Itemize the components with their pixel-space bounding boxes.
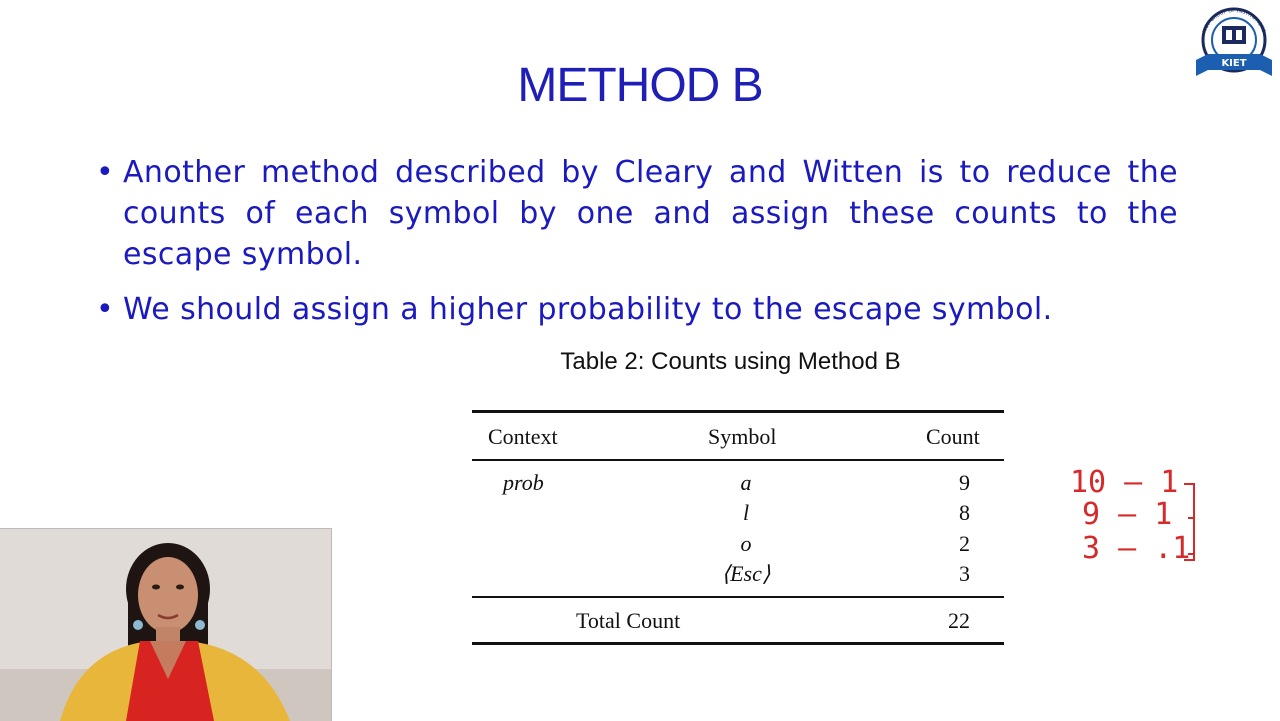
cropped-caption-remnant <box>474 384 968 394</box>
bullet-text: We should assign a higher probability to the escape symbol. <box>123 292 1053 327</box>
presenter-figure <box>0 529 331 721</box>
table-bottom-rule <box>472 642 1004 645</box>
row-count: 9 <box>959 470 970 495</box>
row-symbol: ⟨Esc⟩ <box>721 561 771 586</box>
note-line: 3 — .1 <box>1082 531 1191 566</box>
bullet-dot: • <box>96 155 115 190</box>
header-symbol: Symbol <box>708 424 777 449</box>
presenter-webcam <box>0 528 332 721</box>
table-header-rule <box>472 459 1004 461</box>
row-count: 8 <box>959 500 970 525</box>
bullet-dot: • <box>96 292 115 327</box>
bullet-list <box>96 152 1178 344</box>
row-symbol: o <box>740 531 752 556</box>
logo-ring-text: KIET GROUP OF INSTITUTIONS <box>1201 7 1267 34</box>
table-caption: Table 2: Counts using Method B <box>560 348 901 375</box>
kiet-logo <box>1190 4 1278 84</box>
bullet-text: Another method described by Cleary and Witten is to reduce the counts of each symbol by one and assign these counts to the escape symbol. <box>123 155 1178 272</box>
header-count: Count <box>926 424 980 449</box>
bullet-item <box>96 152 1178 275</box>
total-label: Total Count <box>576 608 681 633</box>
table-total-rule <box>472 596 1004 598</box>
note-line: 10 — 1 <box>1070 465 1179 500</box>
row-count: 2 <box>959 531 970 556</box>
logo-name: KIET <box>1221 58 1247 69</box>
bullet-item <box>96 289 1178 330</box>
row-symbol: l <box>742 500 750 525</box>
row-context: prob <box>503 470 544 495</box>
total-value: 22 <box>948 608 970 633</box>
slide-title: METHOD B <box>517 59 763 112</box>
table-top-rule <box>472 410 1004 413</box>
handwritten-annotation <box>1060 462 1210 572</box>
row-count: 3 <box>959 561 970 586</box>
header-context: Context <box>488 424 558 449</box>
row-symbol: a <box>740 470 752 495</box>
note-line: 9 — 1 <box>1082 497 1173 532</box>
